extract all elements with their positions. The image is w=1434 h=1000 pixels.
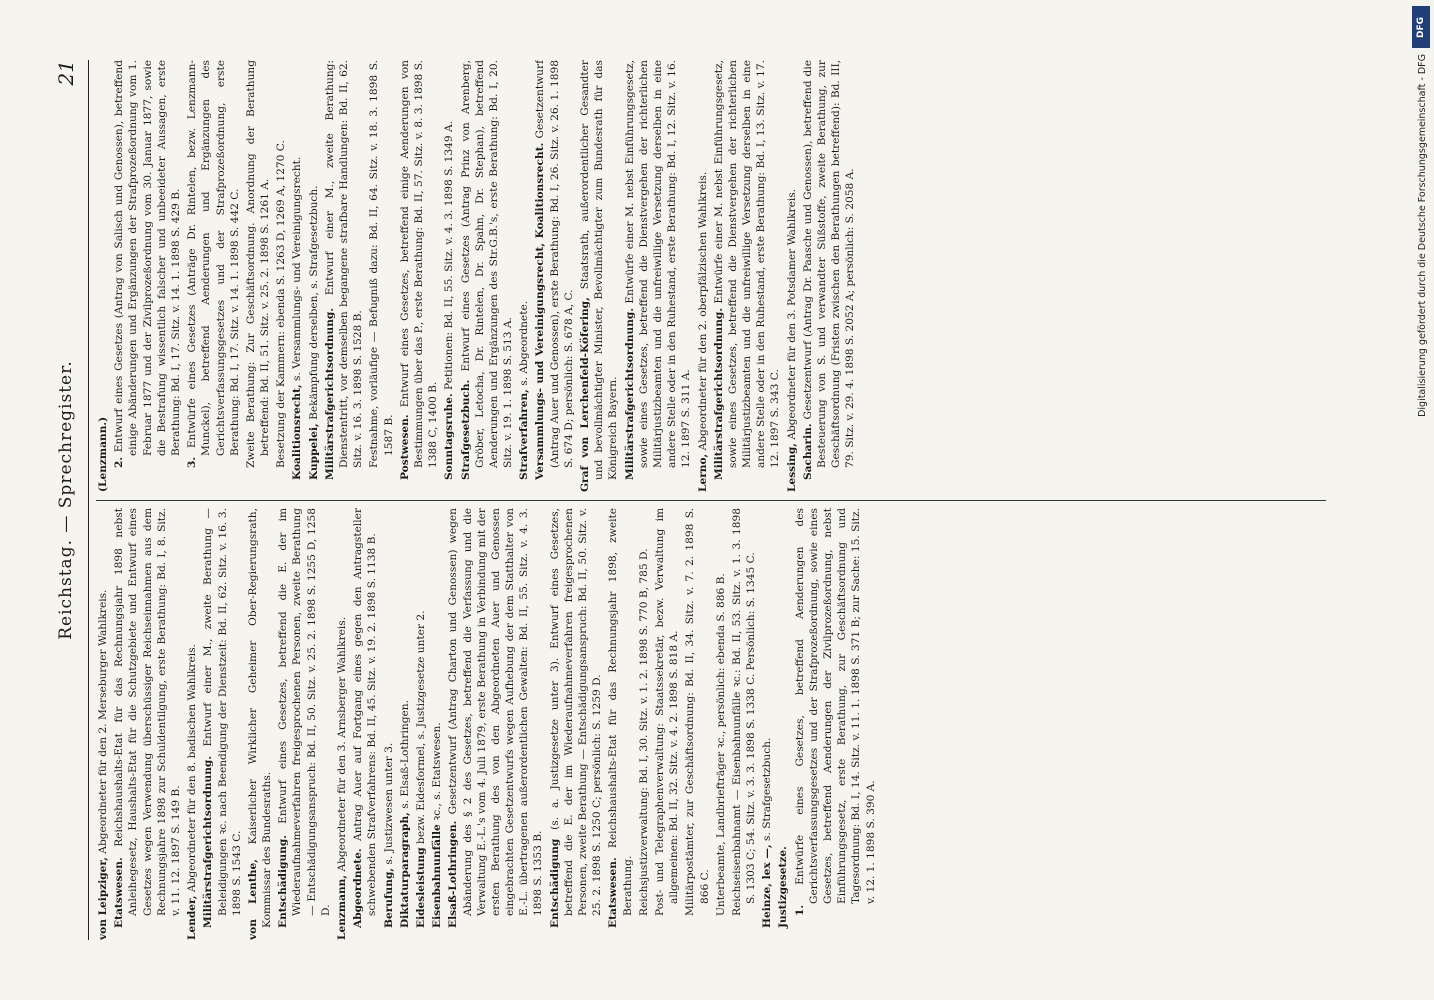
entry-heading: Lerno, [696, 453, 709, 492]
entry-text: s. Versammlungs- und Vereinigungsrecht. [291, 156, 304, 381]
entry-text: Zweite Berathung: Zur Geschäftsordnung. Anordnung der Berathung betreffend: Bd. II, 51. Sitz. v. 25. 2. 1898 S. 1261 A. [244, 60, 272, 468]
register-entry [201, 508, 244, 940]
entry-heading: Militärstrafgerichtsordnung. [202, 755, 215, 928]
entry-heading: 1. [793, 904, 806, 916]
entry-text: Antrag Auer auf Fortgang eines gegen den Antragsteller schwebenden Strafverfahrens: Bd. II, 45. Sitz. v. 19. 2. 1898 S. 1138 B. [352, 508, 379, 916]
entry-heading: Graf von Lerchenfeld-Köfering, [579, 297, 591, 492]
entry-heading: 2. [113, 456, 126, 468]
entry-text: Entwurf einer M., zweite Berathung — Beleidigungen ꝛc. nach Beendigung der Dienstzeit: Bd. II, 62. Sitz. v. 16. 3. 1898 S. 1543 C. [202, 508, 243, 916]
entry-text: Abgeordneter für den 2. oberpfälzischen Wahlkreis. [696, 171, 709, 451]
entry-heading: Etatswesen. [113, 857, 126, 928]
register-entry [398, 60, 441, 492]
register-entry [548, 508, 605, 940]
entry-heading: Elsaß-Lothringen. [447, 820, 460, 928]
register-entry [414, 508, 428, 940]
register-entry [323, 60, 366, 492]
entry-heading: Strafverfahren, [518, 389, 531, 480]
entry-text: Entwurf eines Gesetzes (Antrag von Salisch und Genossen), betreffend einige Abänderungen und Ergänzungen der Strafprozeßordnung vom 1. Februar 1877 und der Zivilprozeßordnung vom 30. Januar 1877, sowie die Bestrafung wissentlich falscher und unbeeideter Aussagen, erste Berathung: Bd. I, 17. Sitz. v. 14. 1. 1898 S. 429 B. [113, 60, 182, 456]
running-title: Reichstag. — Sprechregister. [56, 360, 76, 640]
register-entry [459, 60, 516, 492]
register-entry [367, 60, 395, 492]
entry-heading: Lessing, [785, 443, 798, 492]
entry-text: Entwürfe eines Gesetzes, betreffend Aenderungen des Gerichtsverfassungsgesetzes und der Strafprozeßordnung, sowie eines Gesetzes, betreffend Aenderungen der Zivilprozeßordnung, nebst Einführungsgesetz, erste Berathung, zur Geschäftsordnung und Tagesordnung: Bd. I, 14. Sitz. v. 11. 1. 1898 S. 371 B; zur Sache: 15. Sitz. v. 12. 1. 1898 S. 390 A. [793, 508, 877, 904]
register-entry [274, 60, 288, 492]
register-entry [96, 508, 110, 940]
entry-text: s. Justizwesen unter 3. [382, 742, 395, 865]
left-column [96, 508, 1326, 940]
entry-heading: Heinze, lex —, [761, 844, 774, 928]
digitization-sidebar [1400, 0, 1434, 1000]
entry-text: ꝛc., s. Etatswesen. [431, 722, 444, 821]
entry-text: Besetzung der Kammern: ebenda S. 1263 D, 1269 A, 1270 C. [275, 140, 288, 468]
entry-heading: Eisenbahnunfälle [431, 824, 444, 928]
register-entry [442, 60, 456, 492]
register-entry [112, 60, 183, 492]
entry-heading: von Leipziger, [97, 857, 109, 940]
register-entry [606, 508, 634, 940]
register-entry [244, 60, 272, 492]
entry-text: Abgeordneter für den 8. badischen Wahlkreis. [186, 644, 199, 893]
entry-text: Entwürfe eines Gesetzes (Anträge Dr. Rintelen, bezw. Lenzmann-Munckel), betreffend Aenderungen und Ergänzungen des Gerichtsverfassungsgesetzes und der Strafprozeßordnung, erste Berathung: Bd. I, 17. Sitz. v. 14. 1. 1898 S. 442 C. [186, 60, 241, 456]
entry-heading: Versammlungs- und Vereinigungsrecht, Koalitionsrecht. [534, 142, 547, 480]
register-entry [533, 60, 576, 492]
register-entry [351, 508, 379, 940]
entry-text: bezw. Eidesformel, s. Justizgesetze unter 2. [414, 610, 427, 844]
register-entry [446, 508, 545, 940]
register-entry [712, 60, 783, 492]
entry-text: Reichsjustizverwaltung: Bd. I, 30. Sitz. v. 1. 2. 1898 S. 770 B, 785 D. [637, 548, 650, 916]
entry-heading: Entschädigung [548, 838, 561, 928]
register-entry [776, 508, 790, 940]
entry-heading: Sacharin. [801, 423, 814, 480]
entry-text: Abgeordneter für den 3. Arnsberger Wahlkreis. [336, 616, 348, 872]
entry-heading: Koalitionsrecht, [291, 384, 304, 480]
entry-text: Unterbeamte, Landbriefträger ꝛc., persönlich: ebenda S. 886 B. [714, 573, 727, 916]
entry-text: Staatsrath, außerordentlicher Gesandter und bevollmächtigter Minister, Bevollmächtigter zum Bundesrath für das Königreich Bayern. [579, 60, 620, 480]
entry-heading: Militärstrafgerichtsordnung. [712, 307, 725, 480]
register-entry [801, 60, 858, 492]
entry-text: Entwurf eines Gesetzes, betreffend die E. der im Wiederaufnahmeverfahren freigesprochenen Personen, zweite Berathung — Entschädigungsanspruch: Bd. II, 50. Sitz. v. 25. 2. 1898 S. 1255 D, 1258 D. [277, 508, 332, 916]
register-entry [185, 60, 242, 492]
entry-text: (s. a. Justizgesetze unter 3). Entwurf eines Gesetzes, betreffend die E. der im Wiederaufnahmeverfahren freigesprochenen Personen, zweite Berathung — Entschädigungsanspruch: Bd. II, 50. Sitz. v. 25. 2. 1898 S. 1250 C; persönlich: S. 1259 D. [548, 508, 604, 916]
entry-heading: Justizgesetze. [777, 846, 790, 928]
entry-text: Gesetzentwurf (Antrag Auer und Genossen), erste Berathung: Bd. I, 26. Sitz. v. 26. 1. 1898 S. 674 D; persönlich: S. 678 A, C. [534, 60, 575, 468]
entry-text: Entwürfe einer M. nebst Einführungsgesetz, sowie eines Gesetzes, betreffend die Dienstvergehen der richterlichen Militärjustizbeamten und die unfreiwillige Versetzung derselben in eine andere Stelle oder in den Ruhestand, erste Berathung: Bd. I, 13. Sitz. v. 17. 12. 1897 S. 343 C. [712, 60, 782, 468]
page-header [48, 60, 89, 940]
column-divider [96, 500, 1326, 501]
digitization-credit: Digitalisierung gefördert durch die Deutsche Forschungsgemeinschaft - DFG [1417, 54, 1428, 417]
entry-text: Festnahme, vorläufige — Befugniß dazu: Bd. II, 64. Sitz. v. 18. 3. 1898 S. 1587 B. [368, 60, 395, 468]
entry-heading: Militärstrafgerichtsordnung. [623, 307, 636, 480]
entry-heading: Sonntagsruhe. [443, 393, 456, 480]
register-entry [430, 508, 444, 940]
register-entry [185, 508, 199, 940]
register-entry [290, 60, 304, 492]
entry-text: Entwurf eines Gesetzes (Antrag Prinz von Arenberg, Gröber, Letocha, Dr. Rintelen, Dr. Spahn, Dr. Stephan), betreffend Aenderungen und Ergänzungen des Str.G.B.'s, erste Berathung: Bd. I, 20. Sitz. v. 19. 1. 1898 S. 513 A. [459, 60, 515, 468]
right-column [96, 60, 1326, 492]
register-entry [730, 508, 758, 940]
entry-text: Abgeordneter für den 3. Potsdamer Wahlkreis. [785, 188, 798, 440]
register-entry [637, 508, 651, 940]
entry-heading: Entschädigung. [277, 835, 290, 928]
entry-text: Reichshaushalts-Etat für das Rechnungsjahr 1898, zweite Berathung. [607, 508, 634, 916]
entry-heading: Militärstrafgerichtsordnung. [323, 307, 336, 480]
entry-heading: Eidesleistung [414, 847, 427, 928]
register-entry [382, 508, 396, 940]
register-entry [335, 508, 349, 940]
entry-text: Militärpostämter, zur Geschäftsordnung: Bd. II, 34. Sitz. v. 7. 2. 1898 S. 866 C. [684, 508, 711, 916]
entry-text: Entwurf eines Gesetzes, betreffend einige Aenderungen von Bestimmungen über das P., erste Berathung: Bd. II, 57. Sitz. v. 8. 3. 1898 S. 1388 C, 1400 B. [398, 60, 440, 468]
entry-heading: Lenzmann, [336, 874, 348, 940]
register-entry [623, 60, 694, 492]
entry-text: Entwurf einer M., zweite Berathung: Dienstentritt, vor demselben begangene strafbare Handlungen: Bd. II, 62. Sitz. v. 16. 3. 1898 S. 1528 B. [323, 60, 365, 468]
register-entry [696, 60, 710, 492]
entry-text: Entwürfe einer M. nebst Einführungsgesetz, sowie eines Gesetzes, betreffend die Dienstvergehen der richterlichen Militärjustizbeamten und die unfreiwillige Versetzung derselben in eine andere Stelle oder in den Ruhestand, erste Berathung: Bd. I, 12. Sitz. v. 16. 12. 1897 S. 311 A. [623, 60, 693, 468]
register-entry [517, 60, 531, 492]
entry-text: Gesetzentwurf (Antrag Charton und Genossen) wegen Abänderung des § 2 des Gesetzes, betreffend die Verfassung und die Verwaltung E.-L.'s vom 4. Juli 1879, erste Berathung in Verbindung mit der ersten Berathung des von den Abgeordneten Auer und Genossen eingebrachten Gesetzentwurfs wegen Aufhebung der dem Statthalter von E.-L. übertragenen außerordentlichen Gewalten: Bd. II, 55. Sitz. v. 4. 3. 1898 S. 1353 B. [447, 508, 545, 916]
entry-text: Reichseisenbahnamt — Eisenbahnunfälle ꝛc.: Bd. II, 53. Sitz. v. 1. 3. 1898 S. 1303 C; 54. Sitz. v. 3. 3. 1898 S. 1338 C. Persönlich: S. 1345 C. [730, 508, 758, 916]
entry-text: Petitionen: Bd. II, 55. Sitz. v. 4. 3. 1898 S. 1349 A. [443, 120, 456, 390]
dfg-logo-icon: DFG [1412, 6, 1430, 48]
register-entry [398, 508, 412, 940]
entry-heading: Strafgesetzbuch. [459, 379, 472, 480]
entry-heading: Etatswesen. [607, 857, 620, 928]
entry-heading: Lender, [186, 895, 199, 940]
register-entry [246, 508, 274, 940]
entry-text: Post- und Telegraphenverwaltung: Staatssekretär, bezw. Verwaltung im allgemeinen: Bd. II, 32. Sitz. v. 4. 2. 1898 S. 818 A. [653, 508, 681, 916]
register-entry [653, 508, 681, 940]
register-entry [714, 508, 728, 940]
register-entry [760, 508, 774, 940]
entry-text: Kaiserlicher Wirklicher Geheimer Ober-Regierungsrath, Kommissar des Bundesraths. [246, 508, 274, 928]
entry-heading: Kuppelei, [307, 423, 320, 480]
register-entry [96, 60, 110, 492]
entry-heading: Berufung, [382, 867, 395, 928]
entry-heading: 3. [186, 456, 199, 468]
entry-text: Bekämpfung derselben, s. Strafgesetzbuch. [307, 185, 320, 420]
entry-text: Reichshaushalts-Etat für das Rechnungsjahr 1898 nebst Anleihegesetz, Haushalts-Etat für die Schutzgebiete und Entwurf eines Gesetzes wegen Verwendung überschüssiger Reichseinnahmen aus dem Rechnungsjahre 1898 zur Schuldentilgung, erste Berathung: Bd. I, 8. Sitz. v. 11. 12. 1897 S. 149 B. [113, 508, 182, 916]
entry-text: s. Abgeordnete. [518, 300, 531, 386]
register-entry [578, 60, 621, 492]
entry-text: Abgeordneter für den 2. Merseburger Wahlkreis. [97, 589, 109, 854]
register-entry [785, 60, 799, 492]
entry-text: Gesetzentwurf (Antrag Dr. Paasche und Genossen), betreffend die Besteuerung von S. und verwandter Süßstoffe, zweite Berathung, zur Geschäftsordnung (Fristen zwischen den Berathungen betreffend): Bd. III, 79. Sitz. v. 29. 4. 1898 S. 2052 A; persönlich: S. 2058 A. [801, 60, 857, 468]
entry-text: s. Elsaß-Lothringen. [398, 700, 411, 809]
register-entry [276, 508, 333, 940]
register-entry [683, 508, 711, 940]
register-entry [112, 508, 183, 940]
entry-heading: (Lenzmann.) [97, 416, 109, 492]
entry-heading: Postwesen. [398, 414, 411, 480]
entry-heading: von Lenthe, [246, 859, 259, 940]
entry-text: s. Strafgesetzbuch. [761, 737, 774, 841]
page-number: 21 [54, 60, 78, 86]
register-entry [307, 60, 321, 492]
entry-heading: Abgeordnete. [352, 848, 365, 928]
entry-heading: Diktaturparagraph, [398, 812, 411, 928]
register-entry [793, 508, 878, 940]
